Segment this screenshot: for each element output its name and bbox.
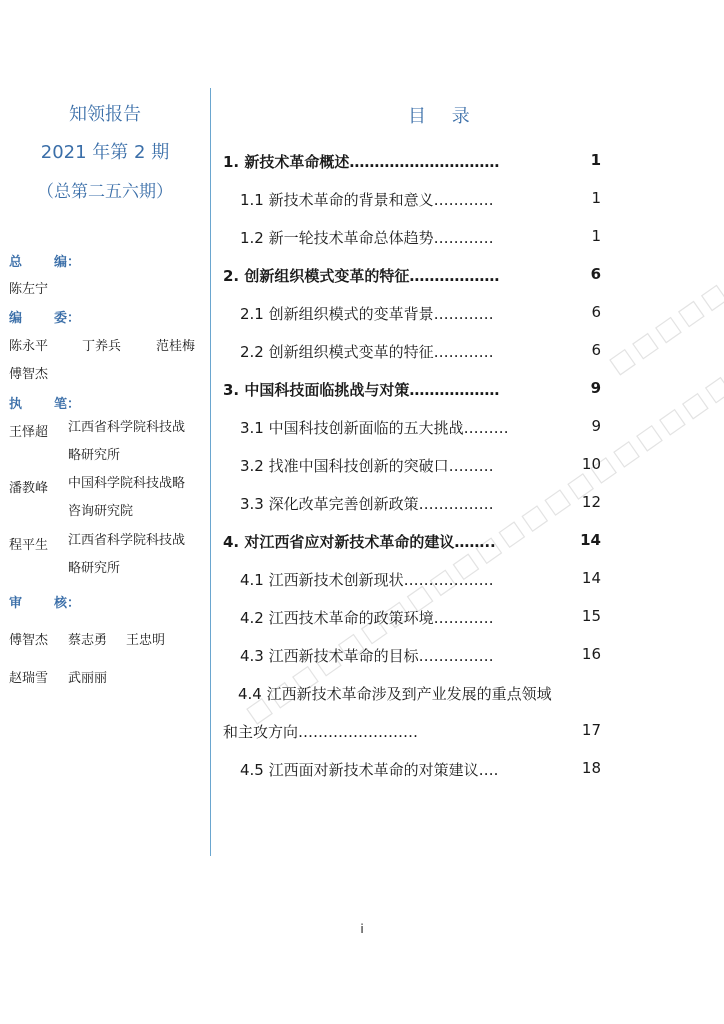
reviewer: 赵瑞雪 — [9, 671, 49, 686]
toc-entry[interactable]: 3.3 深化改革完善创新政策…………… 12 — [240, 493, 601, 513]
writer-affiliation: 江西省科学院科技战 略研究所 — [68, 533, 186, 576]
committee-member: 傅智杰 — [9, 367, 49, 382]
toc-entry[interactable]: 2. 创新组织模式变革的特征……………… 6 — [223, 265, 601, 285]
writer-name: 王怿超 — [9, 425, 49, 440]
writer-name: 程平生 — [9, 538, 49, 553]
reviewer: 蔡志勇 — [68, 633, 108, 648]
column-divider — [210, 88, 211, 856]
reviewer: 傅智杰 — [9, 633, 49, 648]
toc-entry[interactable]: 1.1 新技术革命的背景和意义………… 1 — [240, 189, 601, 209]
writer-affiliation: 江西省科学院科技战 略研究所 — [68, 420, 186, 463]
toc-entry[interactable]: 3. 中国科技面临挑战与对策……………… 9 — [223, 379, 601, 399]
writer-name: 潘教峰 — [9, 481, 49, 496]
toc-entry[interactable]: 4.1 江西新技术创新现状……………… 14 — [240, 569, 601, 589]
toc-entry[interactable]: 4.3 江西新技术革命的目标…………… 16 — [240, 645, 601, 665]
toc-entry[interactable]: 2.1 创新组织模式的变革背景………… 6 — [240, 303, 601, 323]
toc-entry[interactable]: 2.2 创新组织模式变革的特征………… 6 — [240, 341, 601, 361]
chief-editor: 陈左宁 — [9, 282, 49, 297]
toc-entry[interactable]: 和主攻方向…………………… 17 — [223, 721, 601, 741]
toc-entry[interactable]: 1. 新技术革命概述………………………… 1 — [223, 151, 601, 171]
toc-title: 目 录 — [408, 106, 480, 127]
toc-entry[interactable]: 4. 对江西省应对新技术革命的建议…….. 14 — [223, 531, 601, 551]
toc-entry[interactable]: 4.5 江西面对新技术革命的对策建议…. 18 — [240, 759, 601, 779]
page-number: i — [360, 922, 364, 936]
toc-entry[interactable]: 4.2 江西技术革命的政策环境………… 15 — [240, 607, 601, 627]
committee-member: 范桂梅 — [156, 339, 196, 354]
toc-entry[interactable]: 4.4 江西新技术革命涉及到产业发展的重点领域 — [238, 685, 552, 703]
committee-member: 丁养兵 — [82, 339, 122, 354]
toc-entry[interactable]: 3.1 中国科技创新面临的五大挑战……… 9 — [240, 417, 601, 437]
toc-entry[interactable]: 3.2 找准中国科技创新的突破口……… 10 — [240, 455, 601, 475]
reviewer: 王忠明 — [126, 633, 166, 648]
committee-member: 陈永平 — [9, 339, 49, 354]
reviewer: 武丽丽 — [68, 671, 108, 686]
issue-number: 2021 年第 2 期 — [40, 142, 170, 163]
toc-entry[interactable]: 1.2 新一轮技术革命总体趋势………… 1 — [240, 227, 601, 247]
report-name: 知领报告 — [69, 104, 141, 125]
total-issue: （总第二五六期） — [37, 182, 173, 202]
writer-affiliation: 中国科学院科技战略 咨询研究院 — [68, 476, 186, 519]
